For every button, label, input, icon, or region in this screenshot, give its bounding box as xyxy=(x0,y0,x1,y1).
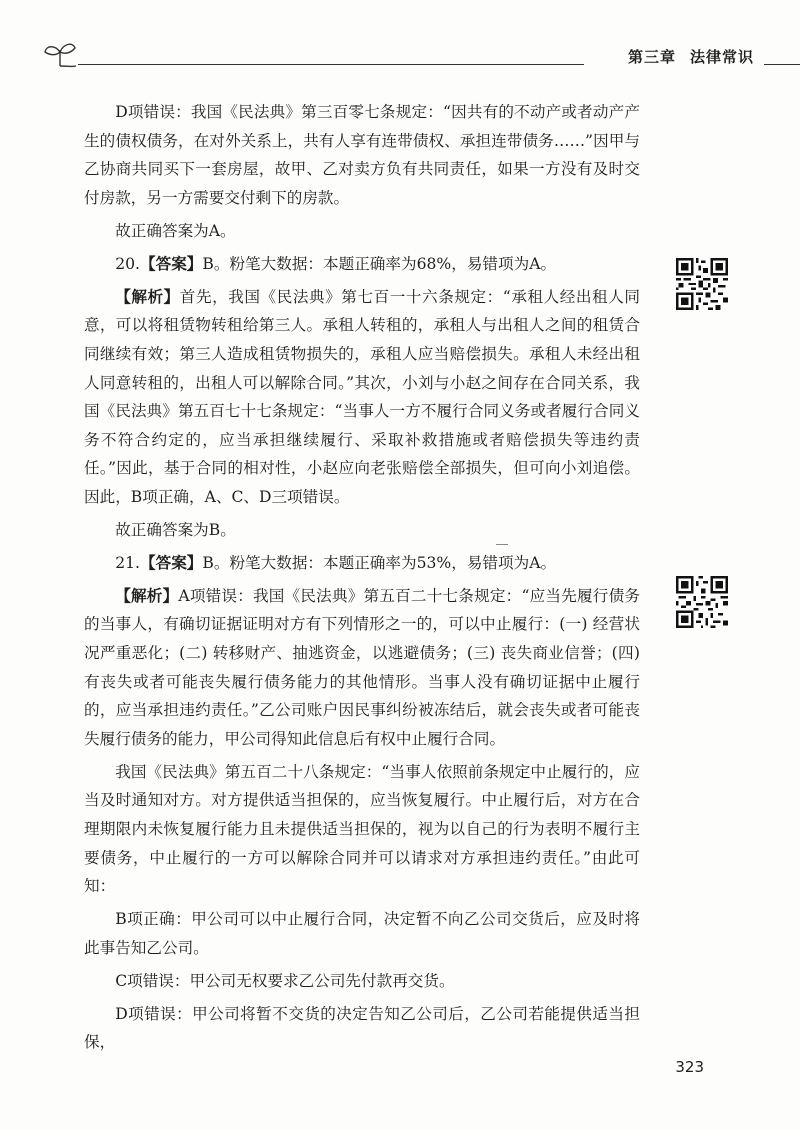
chapter-number: 第三章 xyxy=(627,48,676,66)
header-rule-left xyxy=(78,64,584,65)
q21-option-b: B项正确：甲公司可以中止履行合同，决定暂不向乙公司交货后，应及时将此事告知乙公司。 xyxy=(84,910,640,957)
q21-analysis-tag: 【解析】 xyxy=(115,585,179,605)
q20-conclusion: 故正确答案为B。 xyxy=(115,520,236,539)
q21-number: 21. xyxy=(115,553,140,572)
q20-analysis-text: 首先，我国《民法典》第七百一十六条规定：“承租人经出租人同意，可以将租赁物转租给第三人。承租人转租的，承租人与出租人之间的租赁合同继续有效；第三人造成租赁物损失的，承租人应当赔偿损失。承租人未经出租人同意转租的，出租人可以解除合同。”其次，小刘与小赵之间存在合同关系，我国《民法典》第五百七十七条规定：“当事人一方不履行合同义务或者履行合同义务不符合约定的，应当承担继续履行、采取补救措施或者赔偿损失等违约责任。”因此，基于合同的相对性，小赵应向老张赔偿全部损失，但可向小刘追偿。因此，B项正确，A、C、D三项错误。 xyxy=(84,287,640,506)
q21-analysis xyxy=(84,582,640,754)
qr-code-icon xyxy=(676,576,728,628)
page-body xyxy=(84,98,640,1057)
q21-analysis-text: A项错误：我国《民法典》第五百二十七条规定：“应当先履行债务的当事人，有确切证据证明对方有下列情形之一的，可以中止履行：(一) 经营状况严重恶化；(二) 转移财产、抽逃资金，以逃避债务；(三) 丧失商业信誉；(四) 有丧失或者可能丧失履行债务能力的其他情形。当事人没有确切证据中止履行的，应当承担违约责任。”乙公司账户因民事纠纷被冻结后，就会丧失或者可能丧失履行债务的能力，甲公司得知此信息后有权中止履行合同。 xyxy=(84,586,640,748)
q21-option-c: C项错误：甲公司无权要求乙公司先付款再交货。 xyxy=(115,971,455,990)
chapter-title: 法律常识 xyxy=(689,48,754,66)
qr-code-q21[interactable] xyxy=(676,576,728,628)
divider-mark xyxy=(496,544,508,545)
q20-answer-text: B。粉笔大数据：本题正确率为68%，易错项为A。 xyxy=(202,254,557,273)
chapter-heading xyxy=(628,46,754,67)
q20-analysis xyxy=(84,283,640,512)
q20-answer xyxy=(84,250,640,279)
q21-answer xyxy=(84,549,640,578)
paragraph-d-option: D项错误：我国《民法典》第三百零七条规定：“因共有的不动产或者动产产生的债权债务，在对外关系上，共有人享有连带债权、承担连带债务……”因甲与乙协商共同买下一套房屋，故甲、乙对卖方负有共同责任，如果一方没有及时交付房款，另一方需要交付剩下的房款。 xyxy=(84,103,640,207)
q20-analysis-tag: 【解析】 xyxy=(115,286,180,306)
running-header xyxy=(40,38,762,74)
page-number: 323 xyxy=(675,1058,704,1076)
q20-number: 20. xyxy=(115,254,140,273)
paragraph-answer-prev: 故正确答案为A。 xyxy=(115,221,236,240)
sprout-icon xyxy=(42,40,78,68)
q21-option-d: D项错误：甲公司将暂不交货的决定告知乙公司后，乙公司若能提供适当担保， xyxy=(84,1004,640,1052)
qr-code-icon xyxy=(676,258,728,310)
header-rule-right xyxy=(764,64,800,65)
q21-answer-text: B。粉笔大数据：本题正确率为53%，易错项为A。 xyxy=(202,553,557,572)
qr-code-q20[interactable] xyxy=(676,258,728,310)
q20-answer-tag: 【答案】 xyxy=(140,253,203,273)
q21-paragraph-528: 我国《民法典》第五百二十八条规定：“当事人依照前条规定中止履行的，应当及时通知对方。对方提供适当担保的，应当恢复履行。中止履行后，对方在合理期限内未恢复履行能力且未提供适当担保的，视为以自己的行为表明不履行主要债务，中止履行的一方可以解除合同并可以请求对方承担违约责任。”由此可知： xyxy=(84,762,640,896)
q21-answer-tag: 【答案】 xyxy=(140,552,203,572)
